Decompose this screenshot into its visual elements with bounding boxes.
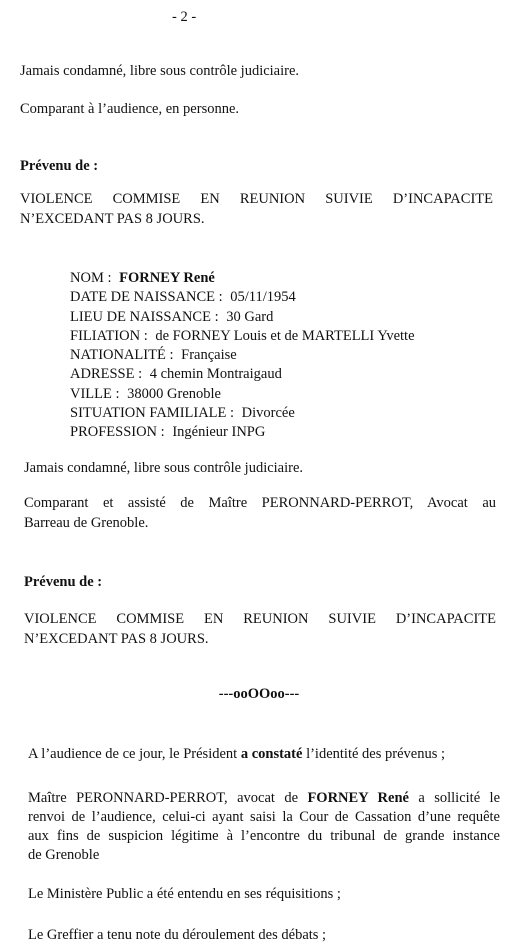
charge-text-line: N’EXCEDANT PAS 8 JOURS. — [24, 631, 209, 647]
page-number: - 2 - — [172, 9, 197, 25]
proceedings-paragraph: Le Greffier a tenu note du déroulement des débats ; — [28, 927, 327, 943]
appearance-statement: Comparant à l’audience, en personne. — [20, 101, 240, 117]
identity-row-name — [70, 269, 415, 288]
charge-text-line: N’EXCEDANT PAS 8 JOURS. — [20, 211, 205, 227]
identity-row-birthdate — [70, 288, 415, 307]
criminal-record-status: Jamais condamné, libre sous contrôle judiciaire. — [20, 63, 300, 79]
identity-value: de FORNEY Louis et de MARTELLI Yvette — [155, 327, 415, 344]
charge-text-line: VIOLENCE COMMISE EN REUNION SUIVIE D’INCAPACITE — [20, 191, 493, 207]
identity-label: VILLE : — [70, 385, 120, 402]
proceedings-paragraph — [28, 745, 445, 764]
identity-label: SITUATION FAMILIALE : — [70, 405, 235, 422]
appearance-statement-line: Barreau de Grenoble. — [24, 515, 149, 531]
identity-value: Ingénieur INPG — [172, 424, 266, 441]
identity-label: NATIONALITÉ : — [70, 347, 174, 364]
identity-value: 05/11/1954 — [230, 289, 296, 306]
text-segment: a sollicité le — [408, 790, 501, 806]
identity-label: ADRESSE : — [70, 366, 143, 383]
identity-label: FILIATION : — [70, 327, 148, 344]
identity-value: 4 chemin Montraigaud — [149, 366, 282, 383]
identity-label: DATE DE NAISSANCE : — [70, 289, 223, 306]
identity-row-nationality — [70, 346, 415, 365]
text-segment-emphasis: a constaté — [240, 746, 303, 762]
appearance-statement-line: Comparant et assisté de Maître PERONNARD-PERROT, Avocat au — [24, 495, 496, 511]
paragraph-line: renvoi de l’audience, celui-ci ayant saisi la Cour de Cassation d’une requête — [28, 809, 500, 825]
text-segment: Maître PERONNARD-PERROT, avocat de — [28, 790, 308, 806]
identity-row-address — [70, 365, 415, 384]
text-segment: A l’audience de ce jour, le Président — [28, 746, 241, 762]
paragraph-line: aux fins de suspicion légitime à l’encontre du tribunal de grande instance — [28, 828, 500, 844]
section-separator: ---ooOOoo--- — [218, 686, 300, 702]
identity-label: NOM : — [70, 270, 112, 286]
identity-row-profession — [70, 423, 415, 442]
charge-text-line: VIOLENCE COMMISE EN REUNION SUIVIE D’INCAPACITE — [24, 611, 496, 627]
criminal-record-status: Jamais condamné, libre sous contrôle judiciaire. — [24, 460, 304, 476]
charge-heading: Prévenu de : — [20, 158, 99, 174]
charge-heading: Prévenu de : — [24, 574, 103, 590]
identity-label: LIEU DE NAISSANCE : — [70, 308, 219, 325]
paragraph-line: de Grenoble — [28, 847, 100, 863]
identity-row-city — [70, 385, 415, 404]
defendant-identity-block — [70, 269, 415, 443]
identity-row-filiation — [70, 327, 415, 346]
identity-value: Divorcée — [241, 405, 295, 422]
identity-row-birthplace — [70, 308, 415, 327]
identity-label: PROFESSION : — [70, 424, 165, 441]
defendant-name: FORNEY René — [307, 790, 409, 806]
text-segment: l’identité des prévenus ; — [302, 746, 445, 762]
proceedings-paragraph — [28, 789, 500, 865]
identity-row-family-status — [70, 404, 415, 423]
paragraph-line — [28, 789, 500, 808]
identity-value: 38000 Grenoble — [127, 385, 221, 402]
proceedings-paragraph: Le Ministère Public a été entendu en ses réquisitions ; — [28, 886, 341, 902]
identity-value: Française — [181, 347, 237, 364]
identity-value: FORNEY René — [119, 270, 215, 286]
identity-value: 30 Gard — [226, 308, 274, 325]
